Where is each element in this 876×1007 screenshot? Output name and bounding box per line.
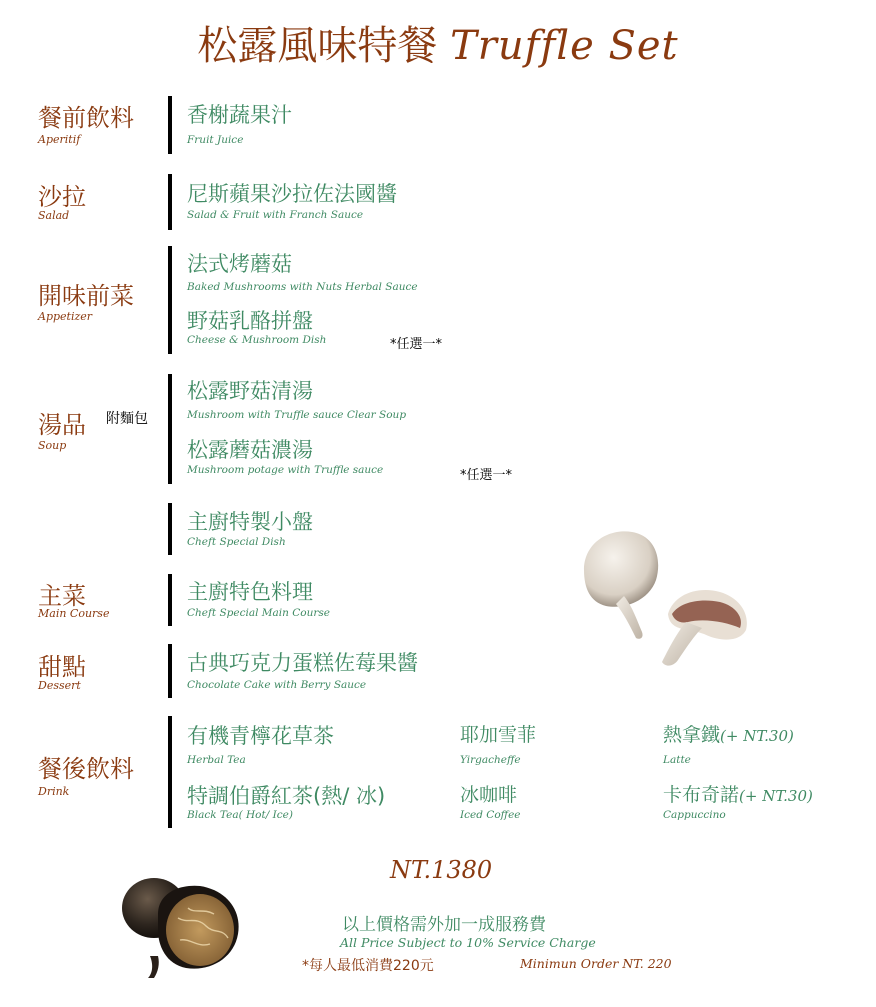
drink-latte-en: Latte (663, 754, 691, 766)
item-dessert-zh: 古典巧克力蛋糕佐莓果醬 (187, 651, 418, 675)
set-price: NT.1380 (390, 856, 493, 884)
choose-one-note: *任選一* (460, 468, 513, 483)
drink-herbal-tea-zh: 有機青檸花草茶 (187, 724, 334, 748)
item-main-course-zh: 主廚特色料理 (187, 580, 313, 604)
category-drink-en: Drink (38, 785, 70, 798)
mushroom-image (570, 522, 760, 674)
drink-latte-zh: 熱拿鐵 (663, 724, 721, 746)
item-main-course-en: Cheft Special Main Course (187, 607, 330, 619)
drink-black-tea-en: Black Tea( Hot/ Ice) (187, 809, 293, 821)
category-aperitif-en: Aperitif (38, 133, 81, 146)
menu-title-en: Truffle Set (450, 23, 679, 69)
drink-latte-row (663, 720, 794, 747)
item-chef-dish-zh: 主廚特製小盤 (187, 510, 313, 534)
menu-title-zh: 松露風味特餐 (197, 23, 438, 69)
soup-bread-note: 附麵包 (106, 411, 148, 427)
category-aperitif-zh: 餐前飲料 (38, 104, 134, 132)
drink-cappuccino-row (663, 780, 813, 807)
section-divider (168, 96, 172, 154)
section-divider (168, 246, 172, 354)
drink-yirgacheffe-zh: 耶加雪菲 (460, 724, 537, 746)
minimum-order-en: Minimun Order NT. 220 (520, 956, 672, 971)
black-truffle-image (118, 868, 248, 978)
category-dessert-zh: 甜點 (38, 653, 86, 681)
item-cheese-mushroom-zh: 野菇乳酪拼盤 (187, 309, 313, 333)
section-divider (168, 574, 172, 626)
category-soup-zh: 湯品 (38, 411, 86, 439)
item-salad-en: Salad & Fruit with Franch Sauce (187, 209, 364, 221)
service-charge-en: All Price Subject to 10% Service Charge (340, 935, 596, 950)
category-appetizer-zh: 開味前菜 (38, 282, 134, 310)
item-clear-soup-zh: 松露野菇清湯 (187, 379, 313, 403)
drink-iced-coffee-en: Iced Coffee (460, 809, 521, 821)
drink-cappuccino-en: Cappuccino (663, 809, 726, 821)
category-drink-zh: 餐後飲料 (38, 755, 134, 783)
minimum-order-zh: *每人最低消費220元 (302, 958, 434, 974)
drink-herbal-tea-en: Herbal Tea (187, 754, 246, 766)
section-divider (168, 716, 172, 828)
drink-yirgacheffe-en: Yirgacheffe (460, 754, 521, 766)
item-dessert-en: Chocolate Cake with Berry Sauce (187, 679, 367, 691)
choose-one-note: *任選一* (390, 337, 443, 352)
section-divider (168, 644, 172, 698)
section-divider (168, 374, 172, 484)
category-dessert-en: Dessert (38, 679, 81, 692)
category-main-zh: 主菜 (38, 582, 86, 610)
item-chef-dish-en: Cheft Special Dish (187, 536, 286, 548)
item-baked-mushrooms-zh: 法式烤蘑菇 (187, 252, 292, 276)
drink-cappuccino-addon: (+ NT.30) (739, 787, 813, 805)
drink-latte-addon: (+ NT.30) (720, 727, 794, 745)
item-baked-mushrooms-en: Baked Mushrooms with Nuts Herbal Sauce (187, 281, 418, 293)
drink-cappuccino-zh: 卡布奇諾 (663, 784, 740, 806)
item-clear-soup-en: Mushroom with Truffle sauce Clear Soup (187, 409, 407, 421)
category-soup-en: Soup (38, 439, 67, 452)
item-salad-zh: 尼斯蘋果沙拉佐法國醬 (187, 182, 397, 206)
section-divider (168, 174, 172, 230)
category-appetizer-en: Appetizer (38, 310, 93, 323)
category-salad-zh: 沙拉 (38, 183, 86, 211)
category-salad-en: Salad (38, 209, 70, 222)
service-charge-zh: 以上價格需外加一成服務費 (342, 915, 546, 935)
menu-title (0, 14, 876, 71)
section-divider (168, 503, 172, 555)
drink-black-tea-zh: 特調伯爵紅茶(熱/ 冰) (187, 784, 386, 808)
category-main-en: Main Course (38, 607, 110, 620)
item-fruit-juice-en: Fruit Juice (187, 134, 244, 146)
item-potage-en: Mushroom potage with Truffle sauce (187, 464, 384, 476)
item-cheese-mushroom-en: Cheese & Mushroom Dish (187, 334, 327, 346)
item-fruit-juice-zh: 香榭蔬果汁 (187, 103, 292, 127)
item-potage-zh: 松露蘑菇濃湯 (187, 438, 313, 462)
drink-iced-coffee-zh: 冰咖啡 (460, 784, 518, 806)
